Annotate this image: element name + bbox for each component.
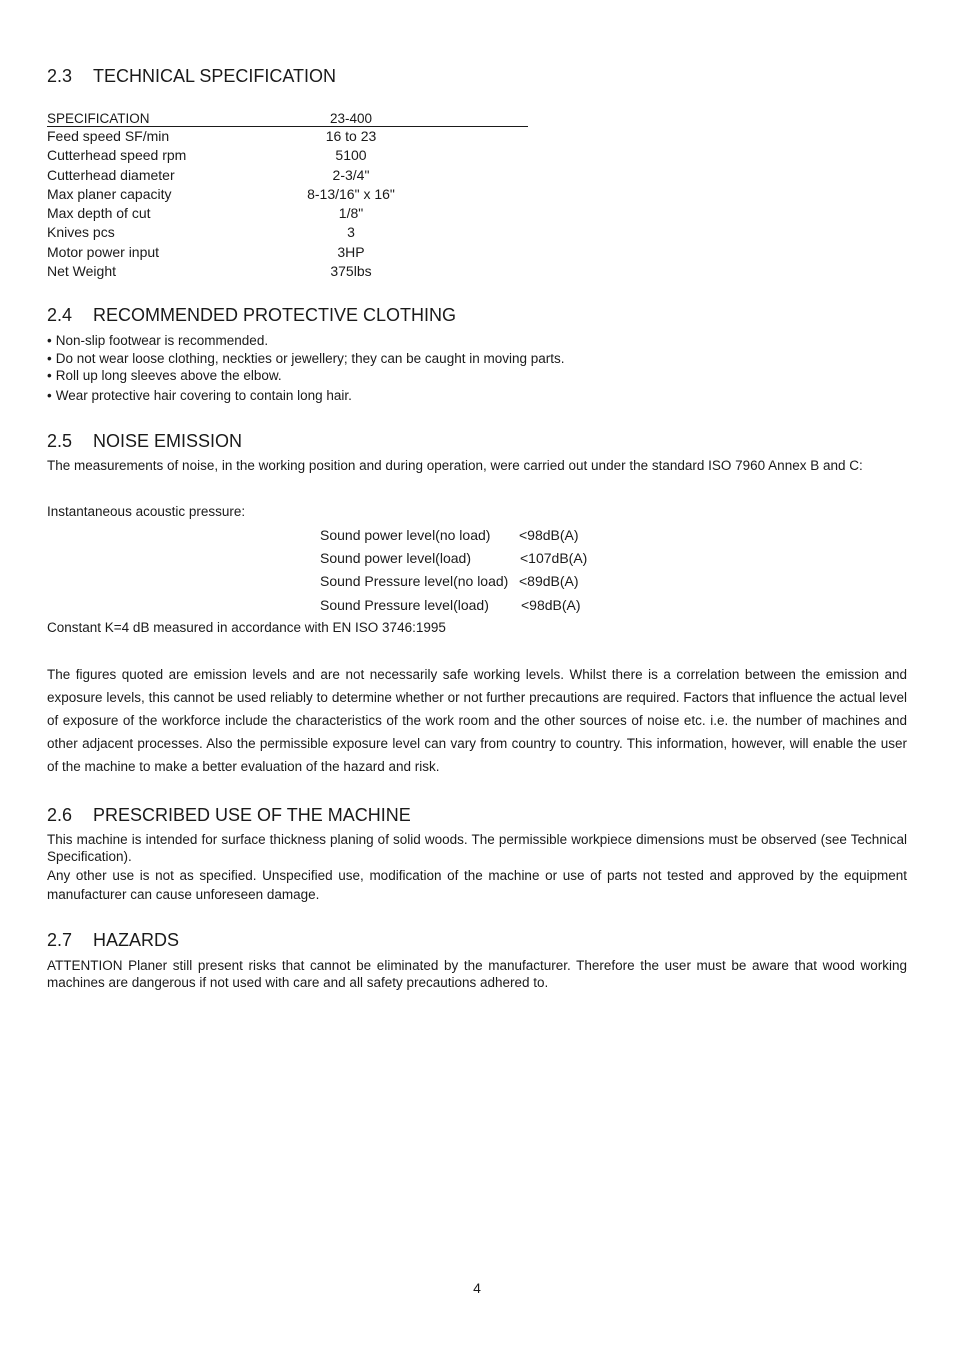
- spec-value: 3HP: [337, 243, 365, 260]
- spec-name: Max depth of cut: [47, 205, 151, 222]
- list-item: [47, 367, 565, 385]
- noise-constant: Constant K=4 dB measured in accordance with EN ISO 3746:1995: [47, 620, 446, 635]
- spec-value: 5100: [335, 147, 367, 164]
- specification-table-header: [47, 111, 528, 127]
- table-row: [47, 146, 528, 165]
- noise-intro: The measurements of noise, in the working position and during operation, were carried out under the standard ISO 7960 Annex B and C:: [47, 458, 863, 473]
- table-row: [47, 185, 528, 204]
- section-title: PRESCRIBED USE OF THE MACHINE: [93, 805, 411, 825]
- list-item: [47, 387, 565, 405]
- noise-level-value: <98dB(A): [519, 527, 579, 543]
- prescribed-use-paragraph-1: This machine is intended for surface thickness planing of solid woods. The permissible workpiece dimensions must be observed (see Technical Specification).: [47, 832, 907, 864]
- bullet-icon: •: [47, 333, 52, 348]
- list-item-text: Non-slip footwear is recommended.: [55, 333, 269, 348]
- section-heading-noise-emission: [47, 431, 242, 452]
- table-row: [320, 570, 579, 593]
- table-row: [47, 262, 528, 281]
- section-heading-technical-specification: [47, 66, 336, 87]
- spec-name: Knives pcs: [47, 224, 115, 241]
- table-row: [47, 243, 528, 262]
- spec-value: 1/8": [338, 205, 364, 222]
- table-row: [320, 547, 588, 570]
- spec-value: 2-3/4": [332, 166, 370, 183]
- list-item-text: Do not wear loose clothing, neckties or jewellery; they can be caught in moving parts.: [55, 350, 565, 366]
- list-item-text: Roll up long sleeves above the elbow.: [55, 368, 282, 383]
- section-title: HAZARDS: [93, 930, 180, 950]
- noise-level-label: Sound power level(no load): [320, 527, 491, 543]
- prescribed-use-paragraph-2: Any other use is not as specified. Unspecified use, modification of the machine or use of parts not tested and approved by the equipment manufacturer can cause unforeseen damage.: [47, 868, 907, 902]
- section-heading-hazards: [47, 930, 179, 951]
- spec-name: Cutterhead diameter: [47, 166, 175, 183]
- spec-name: Motor power input: [47, 243, 160, 260]
- noise-figures-paragraph: The figures quoted are emission levels and are not necessarily safe working levels. Whilst there is a correlation between the emission and exposure levels, this cannot be used reliably to determine whether or not further precautions are required. Factors that influence the actual level of exposure of the workforce include the characteristics of the work room and the other sources of noise etc. i.e. the number of machines and other adjacent processes. Also the permissible exposure level can vary from country to country. This information, however, will enable the user of the machine to make a better evaluation of the hazard and risk.: [47, 667, 907, 774]
- table-row: [47, 204, 528, 223]
- bullet-icon: •: [47, 350, 52, 366]
- section-number: 2.6: [47, 805, 73, 825]
- section-title: RECOMMENDED PROTECTIVE CLOTHING: [93, 305, 457, 325]
- section-title: NOISE EMISSION: [93, 431, 243, 451]
- specification-table: [47, 111, 528, 281]
- spec-header-name: SPECIFICATION: [47, 111, 150, 126]
- table-row: [47, 166, 528, 185]
- noise-level-value: <107dB(A): [520, 550, 588, 567]
- noise-level-label: Sound Pressure level(load): [320, 596, 489, 613]
- acoustic-pressure-label: Instantaneous acoustic pressure:: [47, 504, 246, 519]
- spec-name: Feed speed SF/min: [47, 128, 170, 144]
- bullet-icon: •: [47, 368, 52, 383]
- page-number: 4: [473, 1280, 481, 1296]
- noise-levels-table: [320, 524, 588, 617]
- section-number: 2.5: [47, 431, 73, 451]
- spec-name: Max planer capacity: [47, 185, 172, 202]
- spec-name: Net Weight: [47, 263, 116, 280]
- table-row: [47, 127, 528, 146]
- spec-value: 16 to 23: [325, 128, 377, 144]
- table-row: [320, 524, 579, 547]
- section-number: 2.3: [47, 66, 73, 86]
- clothing-list: [47, 332, 565, 404]
- noise-level-value: <89dB(A): [519, 573, 579, 590]
- spec-header-value: 23-400: [329, 111, 373, 126]
- spec-name: Cutterhead speed rpm: [47, 147, 187, 164]
- hazards-paragraph: ATTENTION Planer still present risks that cannot be eliminated by the manufacturer. Therefore the user must be aware that wood working machines are dangerous if not used with care and all safety precautions adhered to.: [47, 958, 907, 990]
- section-heading-protective-clothing: [47, 305, 456, 326]
- list-item: [47, 350, 565, 368]
- section-number: 2.7: [47, 930, 73, 950]
- section-heading-prescribed-use: [47, 805, 411, 826]
- section-title: TECHNICAL SPECIFICATION: [93, 66, 337, 86]
- bullet-icon: •: [47, 387, 52, 403]
- noise-level-value: <98dB(A): [521, 596, 581, 613]
- spec-value: 8-13/16" x 16": [307, 185, 395, 202]
- table-row: [47, 223, 528, 242]
- table-row: [320, 594, 581, 617]
- spec-value: 375lbs: [330, 263, 372, 280]
- list-item-text: Wear protective hair covering to contain long hair.: [55, 387, 352, 403]
- section-number: 2.4: [47, 305, 73, 325]
- list-item: [47, 332, 565, 350]
- noise-level-label: Sound Pressure level(no load): [320, 573, 509, 590]
- spec-value: 3: [347, 224, 355, 241]
- noise-level-label: Sound power level(load): [320, 550, 471, 567]
